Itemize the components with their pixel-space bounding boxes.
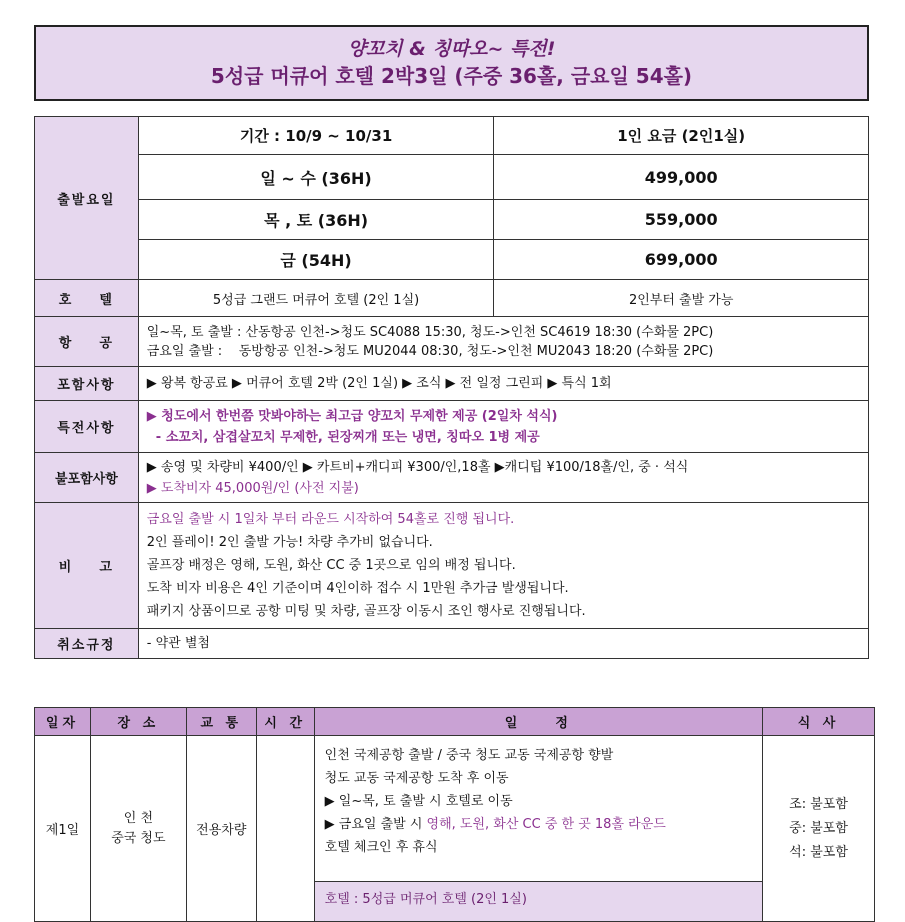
meal-dinner: 석: 불포함 — [789, 844, 848, 860]
days-row-1: 일 ~ 수 (36H) — [138, 155, 494, 200]
col-header-plan: 일 정 — [314, 708, 762, 736]
note-line-4: 도착 비자 비용은 4인 기준이며 4인이하 접수 시 1만원 추가금 발생됩니다. — [146, 581, 569, 596]
exclude-line-1: ▶ 송영 및 차량비 ¥400/인 ▶ 카트비+캐디피 ¥300/인,18홀 ▶캐디팁 ¥100/18홀/인, 중 · 석식 — [146, 459, 689, 475]
plan-line-5: 호텔 체크인 후 휴식 — [324, 840, 438, 855]
air-label: 항 공 — [35, 317, 139, 367]
days-row-3: 금 (54H) — [138, 240, 494, 280]
plan-line-1: 인천 국제공항 출발 / 중국 청도 교동 국제공항 향발 — [324, 748, 614, 763]
exclude-line-2: ▶ 도착비자 45,000원/인 (사전 지불) — [146, 480, 359, 496]
day1-hotel: 호텔 : 5성급 머큐어 호텔 (2인 1실) — [314, 882, 762, 922]
col-header-place: 장 소 — [90, 708, 186, 736]
hotel-label: 호 텔 — [35, 280, 139, 317]
days-row-2: 목 , 토 (36H) — [138, 200, 494, 240]
plan-line-3: ▶ 일~목, 토 출발 시 호텔로 이동 — [324, 794, 513, 809]
special-line-1: ▶ 청도에서 한번쯤 맛봐야하는 최고급 양꼬치 무제한 제공 (2일차 석식) — [146, 408, 558, 424]
place-line-2: 중국 청도 — [111, 830, 166, 846]
hotel-note: 2인부터 출발 가능 — [494, 280, 869, 317]
air-line-1: 일~목, 토 출발 : 산동항공 인천->청도 SC4088 15:30, 청도->인천 SC4619 18:30 (수화물 2PC) — [146, 324, 714, 340]
col-header-transport: 교 통 — [186, 708, 256, 736]
price-row-2: 559,000 — [494, 200, 869, 240]
exclude-label: 불포함사항 — [35, 453, 139, 503]
note-line-1: 금요일 출발 시 1일차 부터 라운드 시작하여 54홀로 진행 됩니다. — [146, 512, 515, 527]
place-line-1: 인 천 — [123, 810, 153, 826]
plan-line-4: ▶ 금요일 출발 시 영해, 도원, 화산 CC 중 한 곳 18홀 라운드 — [324, 817, 666, 832]
day-cell: 제1일 — [35, 736, 91, 922]
time-cell — [256, 736, 314, 922]
special-label: 특전사항 — [35, 401, 139, 453]
plan-line-2: 청도 교동 국제공항 도착 후 이동 — [324, 771, 509, 786]
col-header-meal: 식 사 — [763, 708, 875, 736]
note-line-2: 2인 플레이! 2인 출발 가능! 차량 추가비 없습니다. — [146, 535, 433, 550]
price-row-1: 499,000 — [494, 155, 869, 200]
include-value: ▶ 왕복 항공료 ▶ 머큐어 호텔 2박 (2인 1실) ▶ 조식 ▶ 전 일정 그린피 ▶ 특식 1회 — [138, 367, 868, 401]
title-banner — [34, 25, 869, 101]
note-label: 비 고 — [35, 503, 139, 629]
schedule-table — [34, 707, 875, 922]
price-header: 1인 요금 (2인1실) — [494, 117, 869, 155]
info-table — [34, 116, 869, 659]
price-row-3: 699,000 — [494, 240, 869, 280]
include-label: 포함사항 — [35, 367, 139, 401]
meal-lunch: 중: 불포함 — [789, 820, 848, 836]
note-line-3: 골프장 배정은 영해, 도원, 화산 CC 중 1곳으로 임의 배정 됩니다. — [146, 558, 516, 573]
meal-breakfast: 조: 불포함 — [789, 796, 848, 812]
departure-label: 출발요일 — [35, 117, 139, 280]
special-line-2: - 소꼬치, 삼겹살꼬치 무제한, 된장찌개 또는 냉면, 칭따오 1병 제공 — [146, 429, 540, 445]
transport-cell: 전용차량 — [186, 736, 256, 922]
plan-line-4-highlight: 영해, 도원, 화산 CC 중 한 곳 18홀 라운드 — [426, 817, 666, 832]
note-line-5: 패키지 상품이므로 공항 미팅 및 차량, 골프장 이동시 조인 행사로 진행됩니다. — [146, 604, 586, 619]
title-line1: 양꼬치 & 칭따오~ 특전! — [347, 38, 556, 60]
cancel-label: 취소규정 — [35, 629, 139, 659]
col-header-time: 시 간 — [256, 708, 314, 736]
col-header-day: 일자 — [35, 708, 91, 736]
title-line2: 5성급 머큐어 호텔 2박3일 (주중 36홀, 금요일 54홀) — [210, 64, 693, 88]
period-header: 기간 : 10/9 ~ 10/31 — [138, 117, 494, 155]
air-line-2: 금요일 출발 : 동방항공 인천->청도 MU2044 08:30, 청도->인천 MU2043 18:20 (수화물 2PC) — [146, 343, 714, 359]
cancel-value: - 약관 별첨 — [138, 629, 868, 659]
hotel-value: 5성급 그랜드 머큐어 호텔 (2인 1실) — [138, 280, 494, 317]
